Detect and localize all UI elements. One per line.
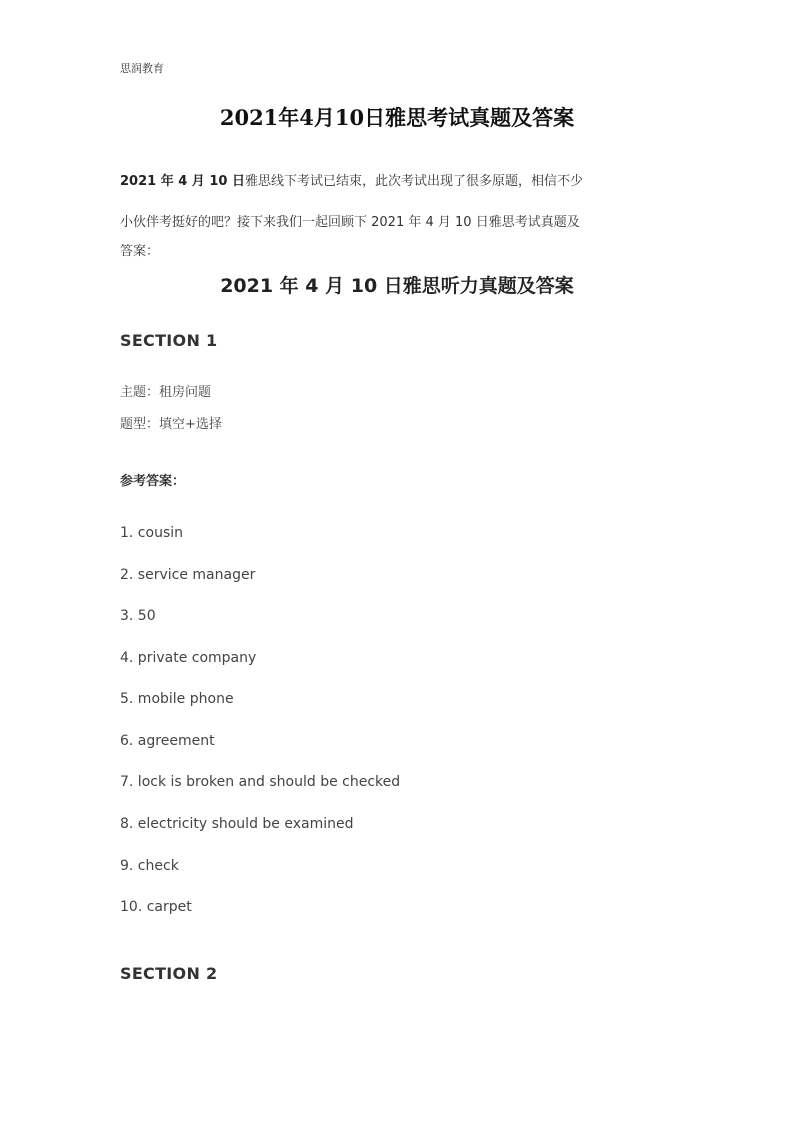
intro-line-1-text: 雅思线下考试已结束，此次考试出现了很多原题，相信不少 [244,174,583,189]
intro-line-3: 答案： [120,244,160,259]
answer-item: 8. electricity should be examined [120,816,354,832]
section-1-topic: 主题：租房问题 [120,385,212,400]
answer-item: 3. 50 [120,608,156,624]
section-1-type: 题型：填空+选择 [120,417,222,432]
intro-line-2: 小伙伴考挺好的吧？接下来我们一起回顾下 2021 年 4 月 10 日雅思考试真题及 [120,215,580,230]
answer-item: 4. private company [120,650,257,666]
answer-item: 5. mobile phone [120,691,234,707]
section-1-label: SECTION 1 [120,331,218,350]
intro-date-bold: 2021 年 4 月 10 日 [120,174,245,189]
answers-label: 参考答案： [120,474,186,489]
answer-item: 10. carpet [120,899,192,915]
answer-item: 1. cousin [120,525,183,541]
answer-item: 2. service manager [120,567,256,583]
answer-item: 6. agreement [120,733,215,749]
document-title: 2021年4月10日雅思考试真题及答案 [219,105,575,130]
intro-line-1 [120,170,680,189]
listening-heading: 2021 年 4 月 10 日雅思听力真题及答案 [220,275,574,297]
header-brand: 思润教育 [120,62,164,75]
answer-item: 9. check [120,858,179,874]
answer-item: 7. lock is broken and should be checked [120,774,401,790]
section-2-label: SECTION 2 [120,964,218,983]
